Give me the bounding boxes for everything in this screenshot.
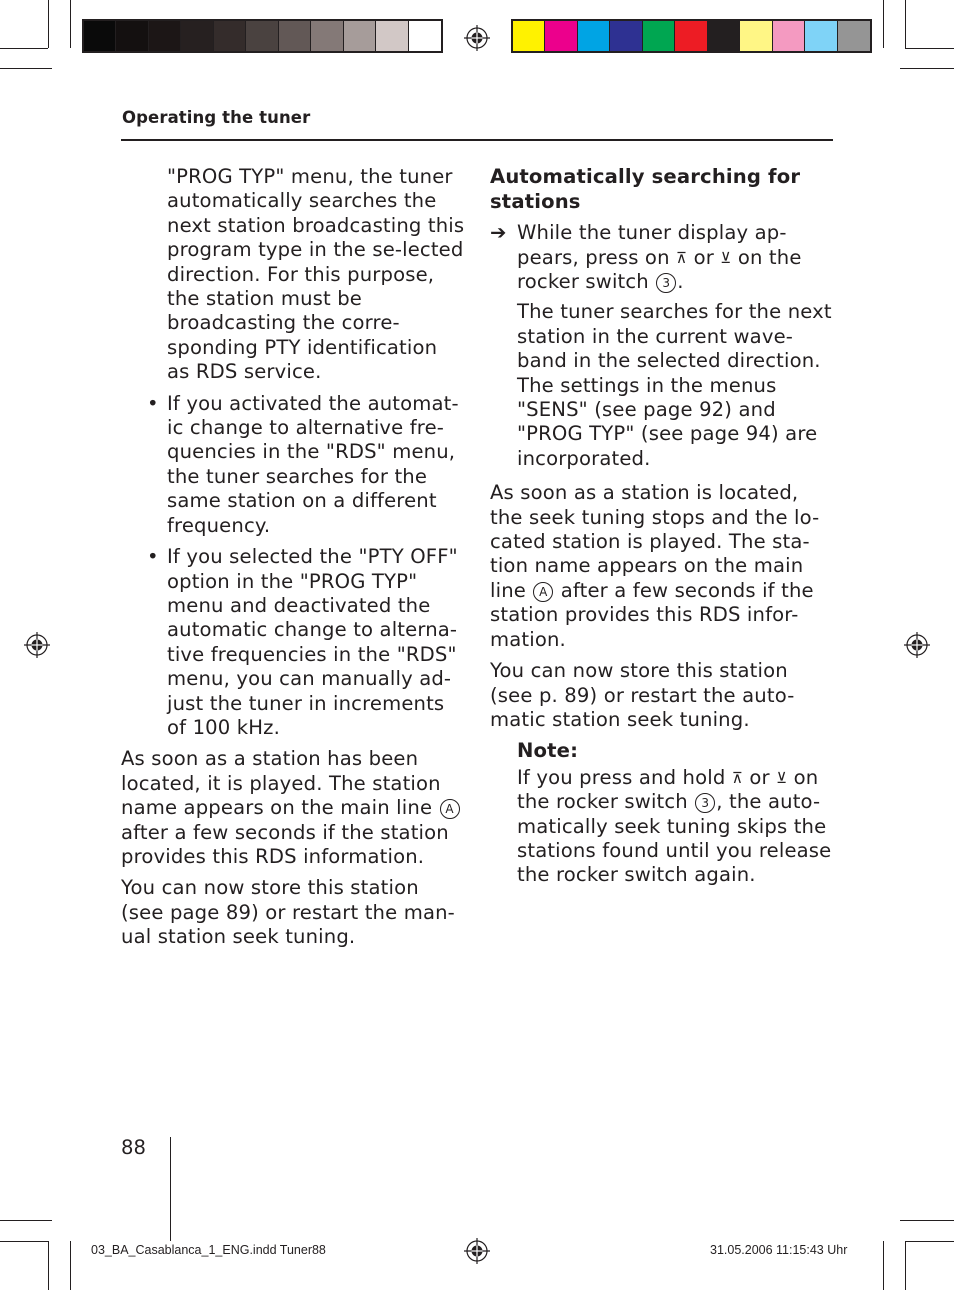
key-up-icon: ⊼	[676, 248, 688, 267]
color-swatch	[214, 21, 246, 51]
process-color-bar	[511, 19, 872, 53]
crop-mark	[48, 0, 49, 48]
paragraph	[121, 747, 466, 869]
registration-mark-icon	[464, 25, 490, 51]
paragraph-text: As soon as a station is located, the seek tuning stops and the lo-cated station is played. The sta-tion name appears on the main line	[490, 481, 820, 602]
color-swatch	[773, 21, 805, 51]
bullet-icon: •	[147, 391, 159, 415]
note-fragment: or	[749, 765, 770, 789]
note-title: Note:	[517, 739, 579, 763]
note-fragment: on the rocker switch	[517, 765, 819, 814]
crop-mark	[0, 48, 48, 49]
color-swatch	[838, 21, 870, 51]
file-slug: 03_BA_Casablanca_1_ENG.indd Tuner88	[91, 1243, 326, 1257]
step-text: .	[677, 270, 684, 293]
color-swatch	[344, 21, 376, 51]
callout-ref-3: 3	[695, 793, 715, 813]
page-number: 88	[121, 1136, 146, 1159]
arrow-right-icon: ➔	[490, 221, 507, 245]
color-swatch	[513, 21, 545, 51]
note-fragment: If you press and hold	[517, 765, 726, 789]
date-slug: 31.05.2006 11:15:43 Uhr	[710, 1243, 848, 1257]
gray-color-bar	[82, 19, 443, 53]
color-swatch	[181, 21, 213, 51]
bullet-icon: •	[147, 545, 159, 569]
paragraph: "PROG TYP" menu, the tuner automatically searches the next station broadcasting this program type in the se-lected direction. For this purpose, the station must be broadcasting the corre-sponding PTY identification as RDS service.	[167, 165, 465, 384]
step-result: The tuner searches for the next station in the current wave-band in the selected direction. The settings in the menus "SENS" (see page 92) and "PROG TYP" (see page 94) are incorporated.	[517, 300, 832, 470]
key-down-icon: ⊻	[720, 248, 732, 267]
paragraph: You can now store this station (see page 89) or restart the man-ual station seek tuning.	[121, 876, 455, 949]
bullet-item	[121, 545, 466, 740]
crop-mark	[70, 0, 71, 48]
crop-mark	[883, 0, 884, 48]
color-swatch	[84, 21, 116, 51]
crop-mark	[900, 1220, 954, 1221]
paragraph-text: after a few seconds if the station provides this RDS information.	[121, 820, 449, 868]
color-swatch	[643, 21, 675, 51]
registration-mark-icon	[24, 632, 50, 658]
running-head: Operating the tuner	[122, 108, 311, 127]
crop-mark	[0, 1220, 52, 1221]
callout-ref-a: A	[533, 582, 553, 602]
crop-mark	[48, 1241, 49, 1290]
step-text: While the tuner display ap-pears, press on	[517, 221, 787, 269]
bullet-item	[121, 392, 466, 538]
registration-mark-icon	[904, 632, 930, 658]
bullet-text: If you selected the "PTY OFF" option in the "PROG TYP" menu and deactivated the automatic change to alterna-tive frequencies in the "RDS" menu, you can manually ad-just the tuner in increments of 100 kHz.	[167, 545, 458, 739]
color-swatch	[279, 21, 311, 51]
right-column	[490, 165, 835, 888]
color-swatch	[311, 21, 343, 51]
color-swatch	[675, 21, 707, 51]
left-column	[121, 165, 466, 957]
step-text: on the rocker switch	[517, 245, 802, 293]
paragraph: You can now store this station (see p. 89) or restart the auto-matic station seek tuning.	[490, 659, 795, 731]
section-heading: Automatically searching for stations	[490, 165, 801, 213]
color-swatch	[149, 21, 181, 51]
crop-mark	[905, 0, 906, 48]
crop-mark	[905, 48, 954, 49]
color-swatch	[740, 21, 772, 51]
crop-mark	[883, 1241, 884, 1290]
folio-rule	[170, 1137, 171, 1241]
color-swatch	[805, 21, 837, 51]
step-text: or	[693, 245, 714, 269]
crop-mark	[905, 1241, 954, 1242]
note-text	[490, 766, 835, 888]
color-swatch	[610, 21, 642, 51]
color-swatch	[116, 21, 148, 51]
key-up-icon: ⊼	[731, 768, 743, 787]
crop-mark	[0, 68, 52, 69]
color-swatch	[409, 21, 441, 51]
registration-mark-icon	[464, 1238, 490, 1264]
crop-mark	[905, 1241, 906, 1290]
color-swatch	[578, 21, 610, 51]
crop-mark	[70, 1241, 71, 1290]
color-swatch	[545, 21, 577, 51]
crop-mark	[0, 1241, 48, 1242]
instruction-step	[490, 221, 835, 294]
color-swatch	[376, 21, 408, 51]
callout-ref-a: A	[440, 799, 460, 819]
bullet-text: If you activated the automat-ic change to alternative fre-quencies in the "RDS" menu, the tuner searches for the same station on a different frequency.	[167, 391, 459, 537]
paragraph-text: after a few seconds if the station provides this RDS infor-mation.	[490, 578, 814, 651]
header-rule	[121, 139, 833, 141]
note-fragment: , the auto-matically seek tuning skips the stations found until you release the rocker switch again.	[517, 790, 832, 887]
paragraph-text: As soon as a station has been located, it is played. The station name appears on the main line	[121, 747, 441, 820]
key-down-icon: ⊻	[776, 768, 788, 787]
callout-ref-3: 3	[656, 273, 676, 293]
color-swatch	[708, 21, 740, 51]
paragraph	[490, 481, 835, 652]
color-swatch	[246, 21, 278, 51]
crop-mark	[900, 68, 954, 69]
